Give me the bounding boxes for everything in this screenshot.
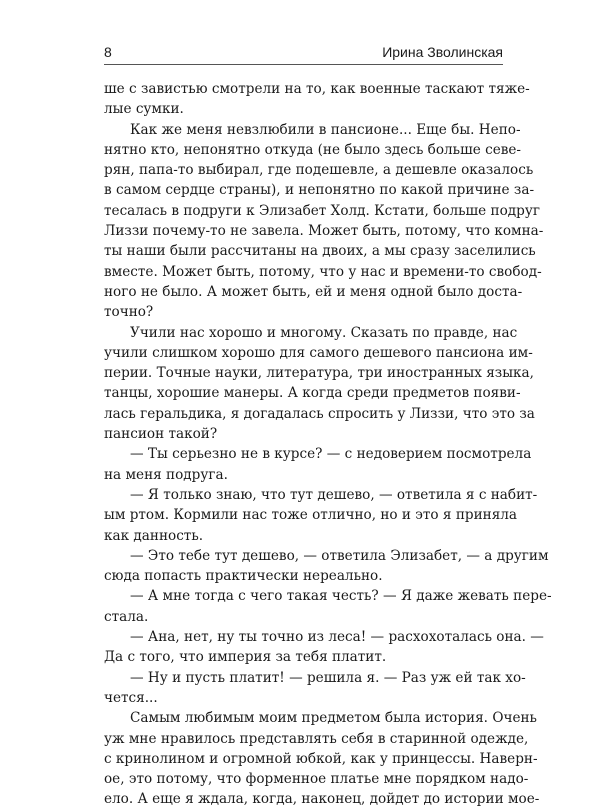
text-line: в самом сердце страны), и непонятно по какой причине за- xyxy=(104,182,535,199)
text-line: ше с завистью смотрели на то, как военные таскают тяже- xyxy=(104,81,530,97)
text-line: пансион такой? xyxy=(104,426,218,443)
text-line: перии. Точные науки, литература, три иностранных языка, xyxy=(104,365,534,382)
text-line: чется... xyxy=(104,689,158,706)
text-line: — Ана, нет, ну ты точно из леса! — расхохоталась она. — xyxy=(130,629,544,646)
running-title: Ирина Зволинская xyxy=(382,44,503,60)
text-line: ое, это потому, что форменное платье мне порядком надо- xyxy=(104,771,529,788)
text-line: Как же меня невзлюбили в пансионе... Еще бы. Непо- xyxy=(130,121,521,138)
page-number: 8 xyxy=(104,44,112,60)
text-line: лые сумки. xyxy=(104,101,184,118)
text-line: — Это тебе тут дешево, — ответила Элизабет, — а другим xyxy=(130,547,549,564)
text-line: ело. А еще я ждала, когда, наконец, дойдет до истории мое- xyxy=(104,791,540,808)
text-line: ым ртом. Кормили нас тоже отлично, но и это я приняла xyxy=(104,507,518,524)
text-line: ты наши были рассчитаны на двоих, а мы сразу заселились xyxy=(104,243,536,260)
text-line: — А мне тогда с чего такая честь? — Я даже жевать пере- xyxy=(130,588,552,605)
text-line: на меня подруга. xyxy=(104,466,228,483)
text-line: вместе. Может быть, потому, что у нас и времени-то свобод- xyxy=(104,263,542,280)
text-line: стала. xyxy=(104,608,149,625)
text-line: с кринолином и огромной юбкой, как у принцессы. Наверн- xyxy=(104,750,538,767)
text-line: Учили нас хорошо и многому. Сказать по правде, нас xyxy=(130,324,518,341)
text-line: Лиззи почему-то не завела. Может быть, потому, что комна- xyxy=(104,223,544,240)
text-line: Да с того, что империя за тебя платит. xyxy=(104,649,387,666)
text-line: уж мне нравилось представлять себя в старинной одежде, xyxy=(104,730,529,747)
running-header xyxy=(104,40,503,65)
text-line: нятно кто, непонятно откуда (не было здесь больше севе- xyxy=(104,141,522,158)
text-line: Самым любимым моим предметом была история. Очень xyxy=(130,710,537,727)
text-line: — Я только знаю, что тут дешево, — ответила я с набит- xyxy=(130,486,538,503)
text-line: тесалась в подруги к Элизабет Холд. Кстати, больше подруг xyxy=(104,202,540,219)
body-text xyxy=(104,79,552,810)
text-line: лась геральдика, я догадалась спросить у Лиззи, что это за xyxy=(104,405,535,422)
text-line: танцы, хорошие манеры. А когда среди предметов появи- xyxy=(104,385,521,402)
text-line: — Ну и пусть платит! — решила я. — Раз уж ей так хо- xyxy=(130,669,526,686)
text-line: учили слишком хорошо для самого дешевого пансиона им- xyxy=(104,344,533,361)
text-line: сюда попасть практически нереально. xyxy=(104,568,383,585)
text-line: рян, папа-то выбирал, где подешевле, а дешевле оказалось xyxy=(104,162,534,179)
text-line: ного не было. А может быть, ей и меня одной было доста- xyxy=(104,283,523,300)
text-line: точно? xyxy=(104,304,154,321)
text-line: как данность. xyxy=(104,527,204,544)
text-line: — Ты серьезно не в курсе? — с недоверием посмотрела xyxy=(130,446,532,463)
